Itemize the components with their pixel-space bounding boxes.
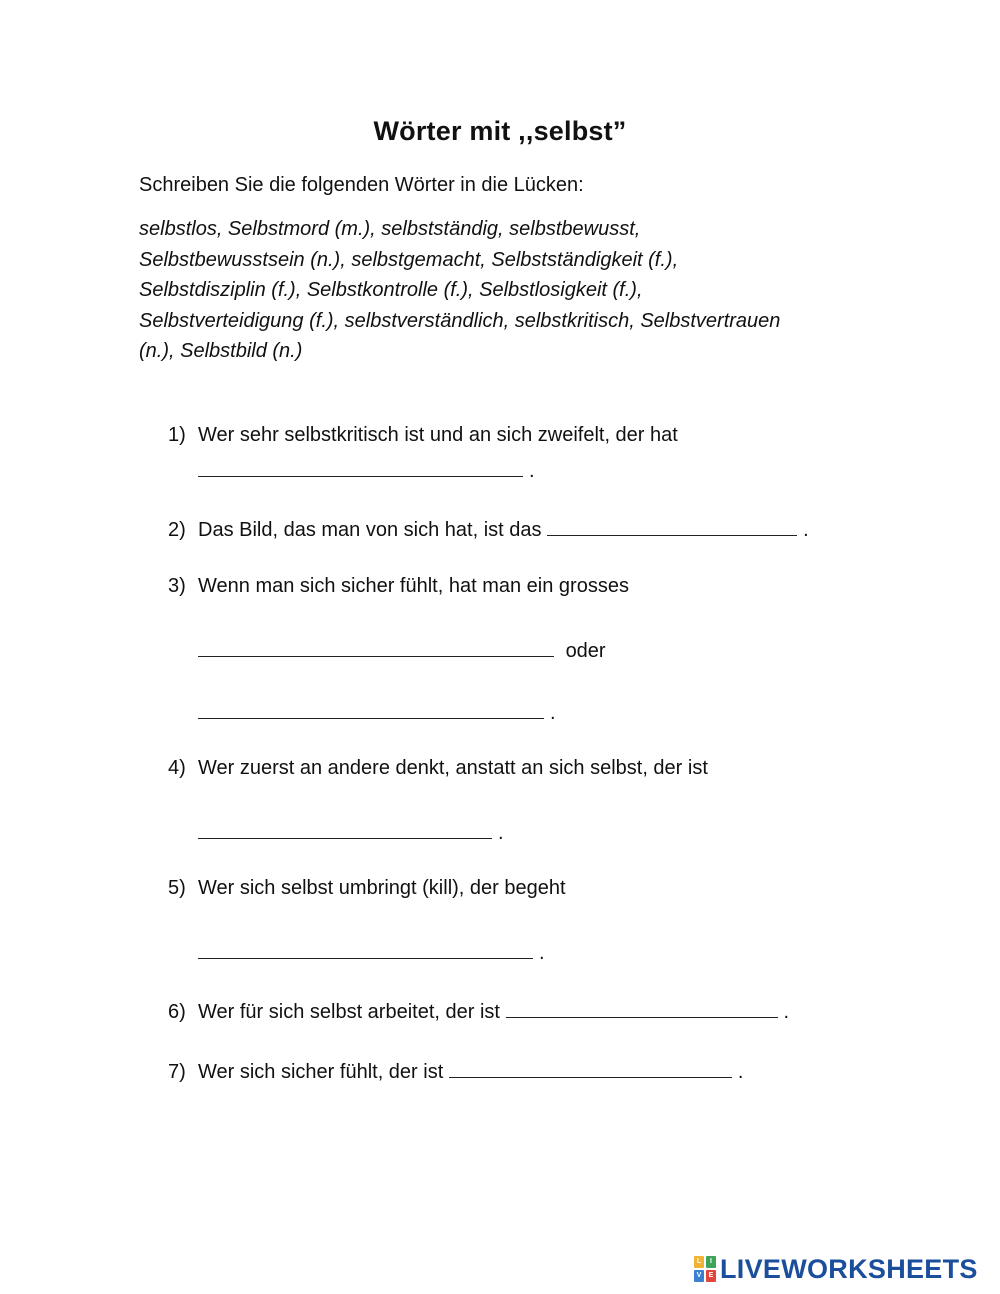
sentence-end: . <box>550 702 556 724</box>
answer-blank[interactable] <box>547 515 797 536</box>
question-number: 1) <box>168 424 186 446</box>
word-bank-line: (n.), Selbstbild (n.) <box>139 340 303 362</box>
logo-mark-icon <box>694 1256 716 1282</box>
question-text: Wer für sich selbst arbeitet, der ist <box>198 1001 500 1023</box>
sentence-end: . <box>529 460 535 482</box>
answer-blank[interactable] <box>198 818 492 839</box>
logo-tile: L <box>694 1256 704 1268</box>
logo-tile: E <box>706 1270 716 1282</box>
answer-blank[interactable] <box>198 456 523 477</box>
instruction-text: Schreiben Sie die folgenden Wörter in die Lücken: <box>139 174 584 196</box>
word-bank-line: Selbstdisziplin (f.), Selbstkontrolle (f.), Selbstlosigkeit (f.), <box>139 279 643 301</box>
word-bank-line: selbstlos, Selbstmord (m.), selbstständig, selbstbewusst, <box>139 218 641 240</box>
logo-tile: I <box>706 1256 716 1268</box>
question-number: 4) <box>168 757 186 779</box>
logo-text: LIVEWORKSHEETS <box>720 1253 978 1284</box>
answer-blank[interactable] <box>198 636 554 657</box>
sentence-end: . <box>783 1001 790 1023</box>
question-number: 3) <box>168 575 186 597</box>
question-number: 5) <box>168 877 186 899</box>
question-text: Wer sich sicher fühlt, der ist <box>198 1061 444 1083</box>
question-number: 6) <box>168 1001 186 1023</box>
question-text: Das Bild, das man von sich hat, ist das <box>198 519 542 541</box>
question-4-answer-line <box>198 818 504 845</box>
sentence-end: . <box>539 942 545 964</box>
question-3-answer-line-2 <box>198 698 556 725</box>
question-3 <box>168 575 629 598</box>
word-bank-line: Selbstverteidigung (f.), selbstverständlich, selbstkritisch, Selbstvertrauen <box>139 309 781 332</box>
question-5 <box>168 877 566 900</box>
answer-blank[interactable] <box>198 938 533 959</box>
sentence-end: . <box>737 1061 744 1083</box>
question-7 <box>168 1057 743 1084</box>
word-bank <box>139 214 869 367</box>
connector-word: oder <box>565 640 606 662</box>
answer-blank[interactable] <box>449 1057 732 1078</box>
sentence-end: . <box>498 822 504 844</box>
question-text: Wenn man sich sicher fühlt, hat man ein grosses <box>198 575 629 597</box>
question-1 <box>168 424 678 447</box>
liveworksheets-logo <box>694 1254 978 1284</box>
question-5-answer-line <box>198 938 545 965</box>
word-bank-line: Selbstbewusstsein (n.), selbstgemacht, Selbstständigkeit (f.), <box>139 248 679 271</box>
question-text: Wer zuerst an andere denkt, anstatt an sich selbst, der ist <box>198 757 708 779</box>
question-number: 7) <box>168 1061 186 1083</box>
answer-blank[interactable] <box>198 698 544 719</box>
question-2 <box>168 515 809 542</box>
question-4 <box>168 757 708 780</box>
question-3-answer-line-1 <box>198 636 606 663</box>
question-text: Wer sehr selbstkritisch ist und an sich zweifelt, der hat <box>198 424 678 446</box>
question-text: Wer sich selbst umbringt (kill), der begeht <box>198 877 566 899</box>
question-number: 2) <box>168 519 186 541</box>
question-6 <box>168 997 789 1024</box>
page-title: Wörter mit ,,selbst” <box>373 116 627 146</box>
logo-tile: V <box>694 1270 704 1282</box>
sentence-end: . <box>803 519 809 541</box>
question-1-answer-line <box>198 456 535 483</box>
answer-blank[interactable] <box>506 997 778 1018</box>
